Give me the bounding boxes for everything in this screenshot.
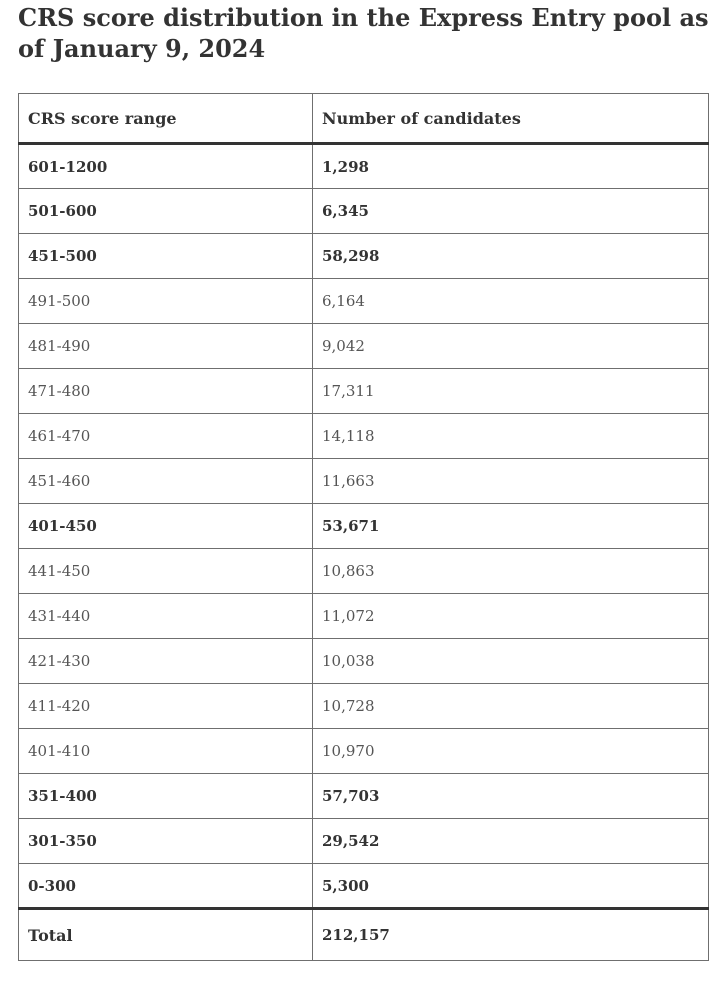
- candidate-count-cell: 1,298: [313, 144, 709, 189]
- crs-distribution-table: [18, 93, 709, 961]
- score-range-cell: 401-450: [19, 504, 313, 549]
- score-range-cell: 451-500: [19, 234, 313, 279]
- score-range-cell: 401-410: [19, 729, 313, 774]
- header-score-range: CRS score range: [19, 94, 313, 144]
- header-candidates: Number of candidates: [313, 94, 709, 144]
- score-range-cell: 471-480: [19, 369, 313, 414]
- table-row: [19, 864, 709, 909]
- candidate-count-cell: 17,311: [313, 369, 709, 414]
- total-label: Total: [19, 909, 313, 961]
- candidate-count-cell: 11,663: [313, 459, 709, 504]
- table-row: [19, 279, 709, 324]
- total-count: 212,157: [313, 909, 709, 961]
- table-row: [19, 189, 709, 234]
- score-range-cell: 501-600: [19, 189, 313, 234]
- score-range-cell: 491-500: [19, 279, 313, 324]
- table-row: [19, 504, 709, 549]
- table-row: [19, 819, 709, 864]
- score-range-cell: 0-300: [19, 864, 313, 909]
- table-row: [19, 144, 709, 189]
- score-range-cell: 421-430: [19, 639, 313, 684]
- table-row: [19, 639, 709, 684]
- table-row: [19, 684, 709, 729]
- candidate-count-cell: 58,298: [313, 234, 709, 279]
- candidate-count-cell: 29,542: [313, 819, 709, 864]
- candidate-count-cell: 6,164: [313, 279, 709, 324]
- candidate-count-cell: 53,671: [313, 504, 709, 549]
- table-row: [19, 594, 709, 639]
- table-row: [19, 324, 709, 369]
- candidate-count-cell: 11,072: [313, 594, 709, 639]
- score-range-cell: 601-1200: [19, 144, 313, 189]
- candidate-count-cell: 10,970: [313, 729, 709, 774]
- table-row: [19, 234, 709, 279]
- total-row: [19, 909, 709, 961]
- score-range-cell: 351-400: [19, 774, 313, 819]
- score-range-cell: 301-350: [19, 819, 313, 864]
- table-row: [19, 414, 709, 459]
- candidate-count-cell: 14,118: [313, 414, 709, 459]
- table-row: [19, 729, 709, 774]
- score-range-cell: 481-490: [19, 324, 313, 369]
- table-body: [19, 144, 709, 909]
- score-range-cell: 411-420: [19, 684, 313, 729]
- table-row: [19, 549, 709, 594]
- candidate-count-cell: 10,728: [313, 684, 709, 729]
- page-title: CRS score distribution in the Express Entry pool as of January 9, 2024: [18, 3, 709, 63]
- candidate-count-cell: 57,703: [313, 774, 709, 819]
- table-row: [19, 459, 709, 504]
- score-range-cell: 441-450: [19, 549, 313, 594]
- candidate-count-cell: 6,345: [313, 189, 709, 234]
- score-range-cell: 461-470: [19, 414, 313, 459]
- table-header-row: [19, 94, 709, 144]
- candidate-count-cell: 9,042: [313, 324, 709, 369]
- table-row: [19, 774, 709, 819]
- score-range-cell: 451-460: [19, 459, 313, 504]
- score-range-cell: 431-440: [19, 594, 313, 639]
- table-row: [19, 369, 709, 414]
- candidate-count-cell: 10,038: [313, 639, 709, 684]
- candidate-count-cell: 5,300: [313, 864, 709, 909]
- candidate-count-cell: 10,863: [313, 549, 709, 594]
